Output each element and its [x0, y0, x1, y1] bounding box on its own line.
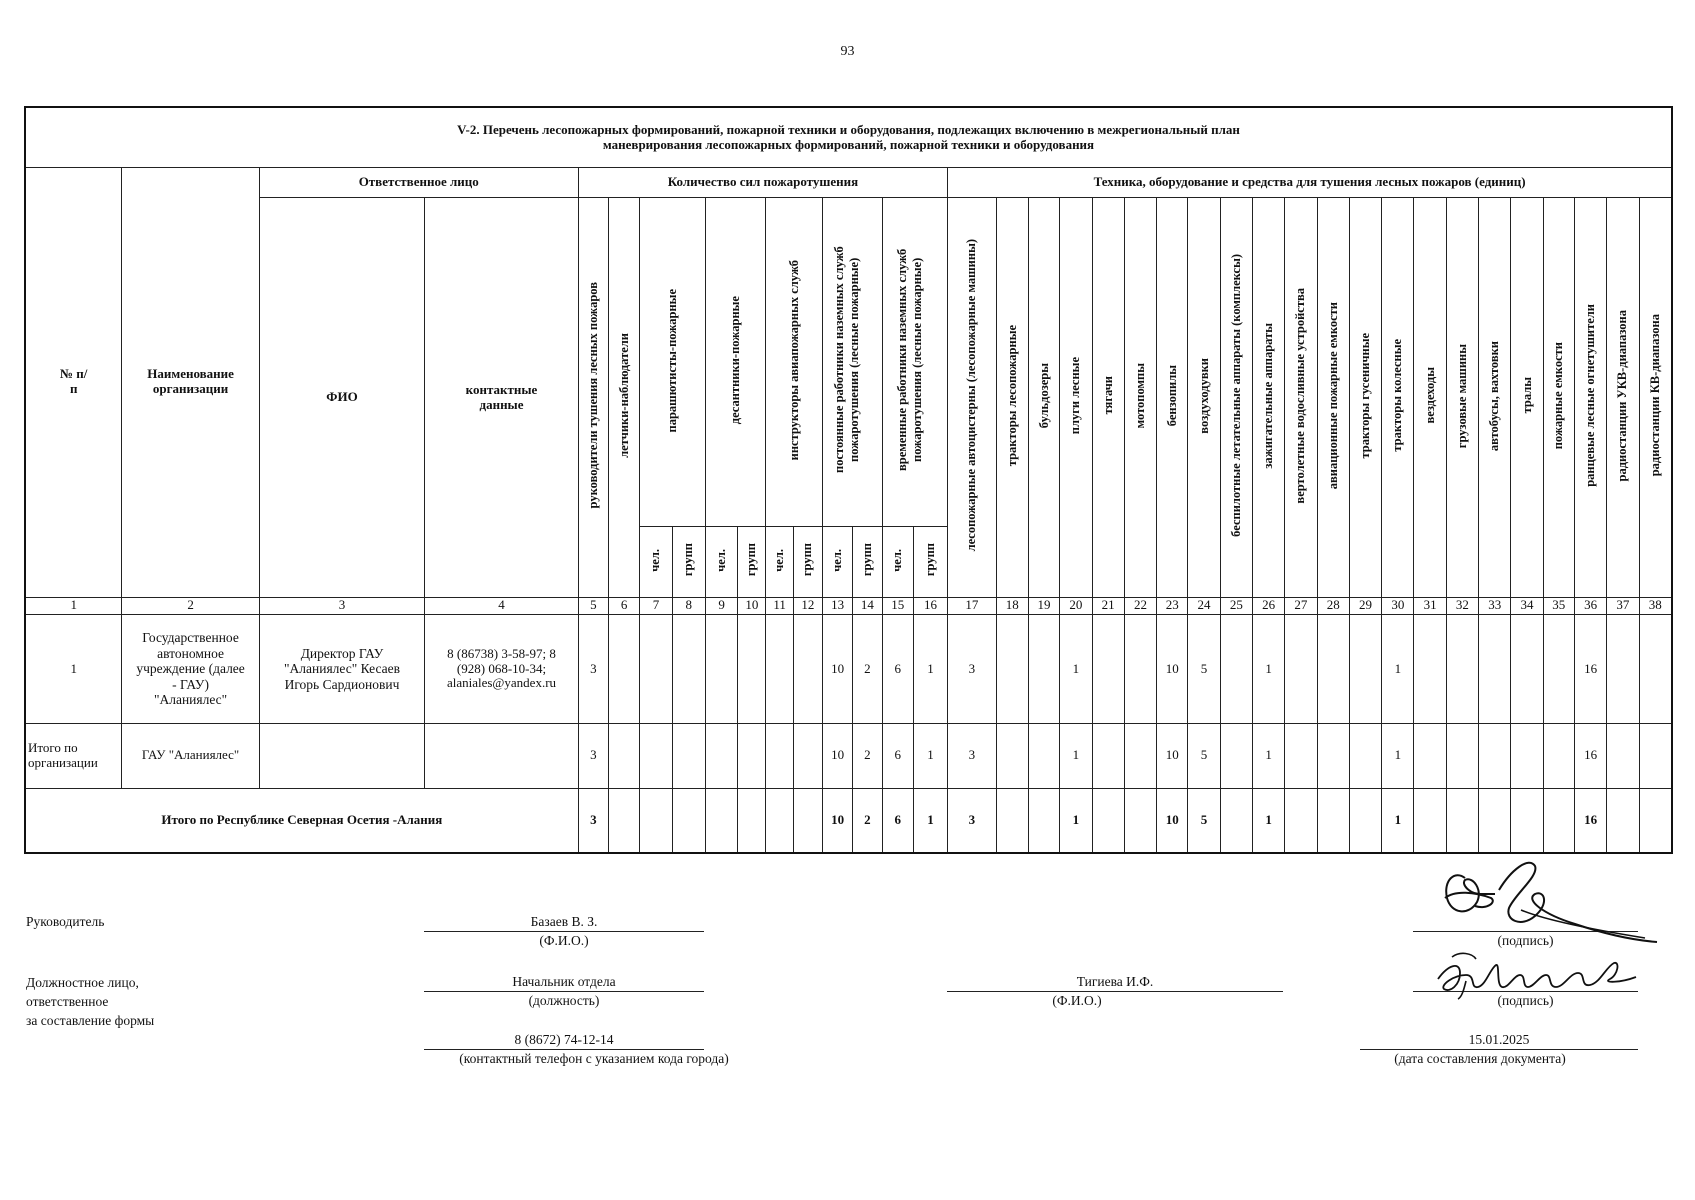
column-number: 21	[1092, 597, 1124, 614]
column-number: 28	[1317, 597, 1349, 614]
value-cell	[1446, 614, 1478, 723]
header-smokejumpers: парашютисты-пожарные	[640, 198, 706, 527]
column-numbers-row	[25, 597, 1672, 614]
unit-groups: групп	[738, 526, 766, 597]
unit-people: чел.	[823, 526, 853, 597]
column-number: 17	[948, 597, 996, 614]
value-cell	[766, 614, 793, 723]
header-equip-13: тракторы гусеничные	[1349, 198, 1381, 597]
column-number: 37	[1607, 597, 1639, 614]
value-cell: 1	[1252, 788, 1284, 853]
value-cell	[996, 788, 1028, 853]
value-cell	[996, 724, 1028, 789]
row-fio: Директор ГАУ "Аланиялес" Кесаев Игорь Сардионович	[259, 614, 425, 723]
header-temporary-workers: временные работники наземных служб пожаротушения (лесные пожарные)	[882, 198, 948, 527]
value-cell	[766, 788, 793, 853]
value-cell: 16	[1574, 614, 1606, 723]
value-cell	[672, 788, 705, 853]
value-cell: 1	[1060, 724, 1092, 789]
org-total-row	[25, 724, 1672, 789]
header-permanent-workers: постоянные работники наземных служб пожаротушения (лесные пожарные)	[823, 198, 883, 527]
header-fire-managers: руководители тушения лесных пожаров	[578, 198, 608, 597]
header-equip-14: тракторы колесные	[1382, 198, 1414, 597]
value-cell	[996, 614, 1028, 723]
header-equipment: Техника, оборудование и средства для тушения лесных пожаров (единиц)	[948, 168, 1672, 198]
header-equip-5: тягачи	[1092, 198, 1124, 597]
column-number: 15	[882, 597, 913, 614]
value-cell	[705, 614, 737, 723]
value-cell	[1479, 788, 1511, 853]
column-number: 27	[1285, 597, 1317, 614]
value-cell	[705, 724, 737, 789]
column-number: 6	[609, 597, 640, 614]
value-cell	[1511, 614, 1543, 723]
column-number: 16	[913, 597, 947, 614]
value-cell: 5	[1188, 724, 1220, 789]
column-number: 29	[1349, 597, 1381, 614]
unit-people: чел.	[640, 526, 672, 597]
header-equip-1: лесопожарные автоцистерны (лесопожарные машины)	[948, 198, 996, 597]
republic-total-row	[25, 788, 1672, 853]
header-org-name: Наименование организации	[122, 168, 259, 598]
header-equip-16: грузовые машины	[1446, 198, 1478, 597]
value-cell	[1543, 614, 1574, 723]
value-cell	[1446, 788, 1478, 853]
column-number: 20	[1060, 597, 1092, 614]
header-forces: Количество сил пожаротушения	[578, 168, 947, 198]
header-paratroopers: десантники-пожарные	[705, 198, 766, 527]
row-org-name: Государственное автономное учреждение (далее - ГАУ) "Аланиялес"	[122, 614, 259, 723]
column-number: 13	[823, 597, 853, 614]
value-cell	[640, 724, 672, 789]
value-cell: 3	[948, 614, 996, 723]
resp-position-caption: (должность)	[528, 993, 600, 1008]
column-number: 38	[1639, 597, 1672, 614]
value-cell: 1	[1060, 614, 1092, 723]
unit-groups: групп	[913, 526, 947, 597]
phone-caption: (контактный телефон с указанием кода города)	[459, 1051, 729, 1066]
value-cell	[1220, 614, 1252, 723]
value-cell	[1349, 614, 1381, 723]
value-cell: 1	[1252, 614, 1284, 723]
value-cell	[1285, 724, 1317, 789]
value-cell	[672, 614, 705, 723]
header-equip-2: тракторы лесопожарные	[996, 198, 1028, 597]
value-cell: 3	[578, 788, 608, 853]
column-number: 4	[425, 597, 578, 614]
phone-line	[424, 1049, 704, 1050]
column-number: 9	[705, 597, 737, 614]
header-equip-22: радиостанции КВ-диапазона	[1639, 198, 1672, 597]
value-cell	[1028, 788, 1059, 853]
column-number: 36	[1574, 597, 1606, 614]
resp-position-line	[424, 991, 704, 992]
value-cell: 10	[1157, 614, 1188, 723]
column-number: 8	[672, 597, 705, 614]
column-number: 23	[1157, 597, 1188, 614]
head-signature-caption: (подпись)	[1497, 933, 1554, 948]
row-contacts: 8 (86738) 3-58-97; 8 (928) 068-10-34; alaniales@yandex.ru	[425, 614, 578, 723]
value-cell: 6	[882, 614, 913, 723]
value-cell: 3	[578, 614, 608, 723]
header-equip-18: тралы	[1511, 198, 1543, 597]
header-equip-19: пожарные емкости	[1543, 198, 1574, 597]
unit-people: чел.	[882, 526, 913, 597]
value-cell	[1511, 788, 1543, 853]
value-cell	[609, 788, 640, 853]
head-label: Руководитель	[26, 914, 105, 929]
column-number: 33	[1479, 597, 1511, 614]
column-number: 7	[640, 597, 672, 614]
value-cell	[793, 788, 822, 853]
value-cell	[1414, 614, 1446, 723]
value-cell	[640, 614, 672, 723]
org-total-fio	[259, 724, 425, 789]
column-number: 10	[738, 597, 766, 614]
value-cell: 10	[823, 724, 853, 789]
table-title	[25, 107, 1672, 168]
header-contacts: контактные данные	[425, 198, 578, 597]
value-cell	[1092, 788, 1124, 853]
resp-name: Тигиева И.Ф.	[1076, 974, 1154, 989]
head-signature	[1425, 850, 1665, 950]
value-cell: 6	[882, 788, 913, 853]
phone: 8 (8672) 74-12-14	[514, 1032, 614, 1047]
column-number: 19	[1028, 597, 1059, 614]
org-total-contacts	[425, 724, 578, 789]
header-equip-9: беспилотные летательные аппараты (комплексы)	[1220, 198, 1252, 597]
header-equip-20: ранцевые лесные огнетушители	[1574, 198, 1606, 597]
resp-label-line2: ответственное	[26, 994, 109, 1009]
value-cell	[672, 724, 705, 789]
column-number: 1	[25, 597, 122, 614]
value-cell: 2	[853, 724, 882, 789]
head-name: Базаев В. З.	[530, 914, 598, 929]
value-cell	[766, 724, 793, 789]
value-cell	[1124, 614, 1156, 723]
value-cell	[1285, 614, 1317, 723]
header-equip-21: радиостанции УКВ-диапазона	[1607, 198, 1639, 597]
column-number: 2	[122, 597, 259, 614]
value-cell	[1607, 788, 1639, 853]
value-cell	[1220, 724, 1252, 789]
header-observer-pilots: летчики-наблюдатели	[609, 198, 640, 597]
org-total-label: Итого по организации	[25, 724, 122, 789]
header-equip-3: бульдозеры	[1028, 198, 1059, 597]
value-cell: 1	[913, 788, 947, 853]
header-equip-15: вездеходы	[1414, 198, 1446, 597]
resp-position: Начальник отдела	[512, 974, 616, 989]
value-cell: 1	[1252, 724, 1284, 789]
table-row	[25, 614, 1672, 723]
value-cell	[1639, 788, 1672, 853]
value-cell	[1543, 788, 1574, 853]
value-cell: 1	[1382, 614, 1414, 723]
date-caption: (дата составления документа)	[1394, 1051, 1566, 1066]
value-cell	[1607, 614, 1639, 723]
resp-label-line1: Должностное лицо,	[26, 975, 139, 990]
unit-groups: групп	[793, 526, 822, 597]
column-number: 32	[1446, 597, 1478, 614]
head-fio-caption: (Ф.И.О.)	[539, 933, 589, 948]
header-instructors: инструкторы авиапожарных служб	[766, 198, 823, 527]
value-cell: 1	[913, 724, 947, 789]
column-number: 25	[1220, 597, 1252, 614]
column-number: 5	[578, 597, 608, 614]
header-equip-11: вертолетные водосливные устройства	[1285, 198, 1317, 597]
value-cell	[1414, 724, 1446, 789]
header-equip-7: бензопилы	[1157, 198, 1188, 597]
value-cell	[793, 724, 822, 789]
column-number: 24	[1188, 597, 1220, 614]
value-cell	[793, 614, 822, 723]
value-cell: 3	[578, 724, 608, 789]
value-cell	[1092, 724, 1124, 789]
value-cell	[1446, 724, 1478, 789]
value-cell	[640, 788, 672, 853]
value-cell	[1092, 614, 1124, 723]
unit-groups: групп	[672, 526, 705, 597]
value-cell: 1	[1382, 724, 1414, 789]
value-cell: 1	[1060, 788, 1092, 853]
column-number: 14	[853, 597, 882, 614]
page-number: 93	[840, 44, 855, 59]
unit-groups: групп	[853, 526, 882, 597]
value-cell: 2	[853, 614, 882, 723]
republic-total-label: Итого по Республике Северная Осетия -Алания	[25, 788, 578, 853]
value-cell	[738, 724, 766, 789]
value-cell: 5	[1188, 614, 1220, 723]
table-title-line1: V-2. Перечень лесопожарных формирований, пожарной техники и оборудования, подлежащих включению в межрегиональный план	[457, 121, 1240, 137]
value-cell	[1028, 614, 1059, 723]
value-cell: 16	[1574, 724, 1606, 789]
value-cell: 6	[882, 724, 913, 789]
table-title-line2: маневрирования лесопожарных формирований, пожарной техники и оборудования	[602, 136, 1095, 152]
column-number: 11	[766, 597, 793, 614]
value-cell: 16	[1574, 788, 1606, 853]
value-cell	[1285, 788, 1317, 853]
value-cell	[609, 614, 640, 723]
column-number: 22	[1124, 597, 1156, 614]
value-cell	[1543, 724, 1574, 789]
resp-signature	[1430, 945, 1650, 1001]
value-cell	[705, 788, 737, 853]
column-number: 31	[1414, 597, 1446, 614]
value-cell: 1	[1382, 788, 1414, 853]
column-number: 30	[1382, 597, 1414, 614]
header-equip-12: авиационные пожарные емкости	[1317, 198, 1349, 597]
value-cell	[1511, 724, 1543, 789]
value-cell	[1349, 788, 1381, 853]
value-cell: 2	[853, 788, 882, 853]
value-cell	[738, 788, 766, 853]
org-total-org-name: ГАУ "Аланиялес"	[122, 724, 259, 789]
column-number: 34	[1511, 597, 1543, 614]
header-equip-6: мотопомпы	[1124, 198, 1156, 597]
value-cell: 5	[1188, 788, 1220, 853]
value-cell	[1317, 724, 1349, 789]
value-cell	[1479, 614, 1511, 723]
value-cell: 10	[1157, 724, 1188, 789]
value-cell	[1639, 614, 1672, 723]
value-cell: 10	[823, 614, 853, 723]
value-cell	[1639, 724, 1672, 789]
header-num: № п/п	[25, 168, 122, 598]
value-cell	[1349, 724, 1381, 789]
date-line	[1360, 1049, 1638, 1050]
value-cell	[609, 724, 640, 789]
header-equip-10: зажигательные аппараты	[1252, 198, 1284, 597]
column-number: 26	[1252, 597, 1284, 614]
resp-label-line3: за составление формы	[26, 1013, 155, 1028]
value-cell: 10	[1157, 788, 1188, 853]
column-number: 12	[793, 597, 822, 614]
unit-people: чел.	[766, 526, 793, 597]
value-cell: 10	[823, 788, 853, 853]
header-equip-4: плуги лесные	[1060, 198, 1092, 597]
value-cell: 1	[913, 614, 947, 723]
resp-name-line	[947, 991, 1283, 992]
value-cell	[1317, 614, 1349, 723]
document-date: 15.01.2025	[1468, 1032, 1530, 1047]
value-cell: 3	[948, 724, 996, 789]
column-number: 18	[996, 597, 1028, 614]
resp-fio-caption: (Ф.И.О.)	[1052, 993, 1102, 1008]
forest-fire-formations-table	[24, 106, 1673, 854]
header-responsible: Ответственное лицо	[259, 168, 578, 198]
header-equip-17: автобусы, вахтовки	[1479, 198, 1511, 597]
row-num: 1	[25, 614, 122, 723]
header-fio: ФИО	[259, 198, 425, 597]
value-cell	[1028, 724, 1059, 789]
value-cell	[1124, 724, 1156, 789]
value-cell	[1317, 788, 1349, 853]
column-number: 35	[1543, 597, 1574, 614]
column-number: 3	[259, 597, 425, 614]
value-cell	[1479, 724, 1511, 789]
resp-signature-caption: (подпись)	[1497, 993, 1554, 1008]
value-cell	[738, 614, 766, 723]
value-cell: 3	[948, 788, 996, 853]
value-cell	[1607, 724, 1639, 789]
value-cell	[1220, 788, 1252, 853]
header-equip-8: воздуходувки	[1188, 198, 1220, 597]
head-name-line	[424, 931, 704, 932]
unit-people: чел.	[705, 526, 737, 597]
value-cell	[1414, 788, 1446, 853]
value-cell	[1124, 788, 1156, 853]
